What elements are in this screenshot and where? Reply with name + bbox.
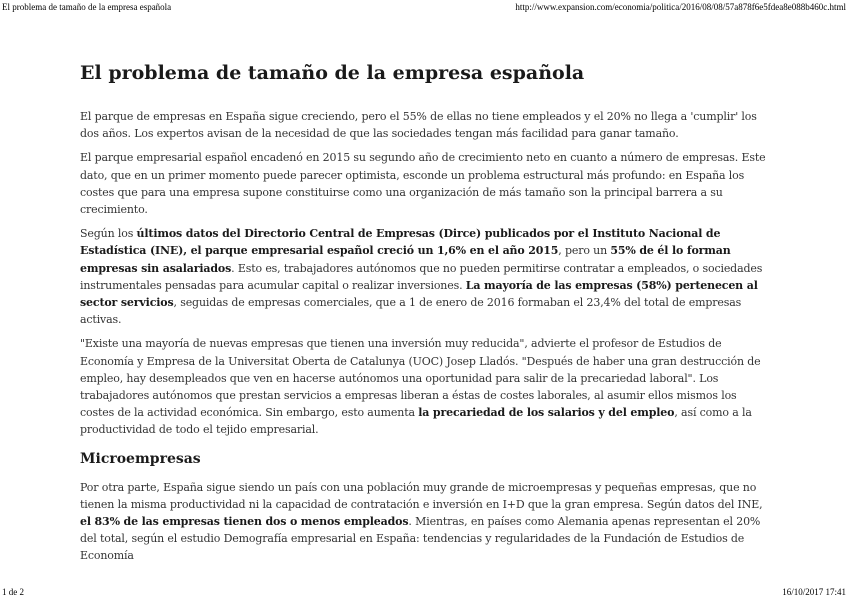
text-run: , pero un <box>558 244 611 258</box>
text-run: . Mientras, en países como Alemania apenas representan el 20% del total, según el estudio Demografía empresarial en España: tendencias y regularidades de la Fundación de Estudios de Economía <box>80 515 761 563</box>
text-run: Por otra parte, España sigue siendo un país con una población muy grande de microempresas y pequeñas empresas, que no tienen la misma productividad ni la capacidad de contratación e inversión en I+D que la gran empresa. Según datos del INE, <box>80 480 763 511</box>
paragraph-4 <box>80 335 768 438</box>
print-header-url[interactable]: http://www.expansion.com/economia/politica/2016/08/08/57a878f6e5fdea8e088b460c.html <box>515 2 846 12</box>
print-footer <box>0 587 848 599</box>
page-number: 1 de 2 <box>2 587 24 597</box>
text-run: "Existe una mayoría de nuevas empresas que tienen una inversión muy reducida", advierte el profesor de Estudios de Economía y Empresa de la Universitat Oberta de Catalunya (UOC) Josep Lladós. "Después de haber una gran destrucción de empleo, hay desempleados que ven en hacerse autónomos una oportunidad para salir de la precariedad laboral". Los trabajadores autónomos que prestan servicios a empresas liberan a éstas de costes laborales, al asumir ellos mismos los costes de la actividad económica. Sin embargo, esto aumenta <box>80 337 761 420</box>
bold-text: últimos datos del Directorio Central de Empresas (Dirce) publicados por el Instituto Nacional de Estadística (INE), el parque empresarial español creció un 1,6% en el año 2015 <box>80 227 721 258</box>
print-timestamp: 16/10/2017 17:41 <box>782 587 846 597</box>
bold-text: La mayoría de las empresas (58%) pertenecen al sector servicios <box>80 278 758 310</box>
text-run: . Esto es, trabajadores autónomos que no pueden permitirse contratar a empleados, o sociedades instrumentales pensadas para acumular capital o realizar inversiones. <box>80 261 763 292</box>
text-run: Según los <box>80 227 137 241</box>
article-title: El problema de tamaño de la empresa española <box>80 62 585 84</box>
print-header-title: El problema de tamaño de la empresa española <box>2 2 172 12</box>
bold-text: la precariedad de los salarios y del empleo <box>418 406 675 420</box>
article-lead: El parque de empresas en España sigue creciendo, pero el 55% de ellas no tiene empleados y el 20% no llega a 'cumplir' los dos años. Los expertos avisan de la necesidad de que las sociedades tengan más facilidad para ganar tamaño. <box>80 110 757 141</box>
article <box>80 58 768 574</box>
paragraph-2: El parque empresarial español encadenó en 2015 su segundo año de crecimiento neto en cuanto a número de empresas. Este dato, que en un primer momento puede parecer optimista, esconde un problema estructural más profundo: en España los costes que para una empresa supone constituirse como una organización de más tamaño son la principal barrera a su crecimiento. <box>80 151 766 217</box>
section-heading: Microempresas <box>80 450 201 467</box>
text-run: , así como a la productividad de todo el tejido empresarial. <box>80 406 752 437</box>
paragraph-3 <box>80 225 768 328</box>
bold-text: el 83% de las empresas tienen dos o menos empleados <box>80 515 409 529</box>
print-header <box>0 0 848 14</box>
paragraph-5 <box>80 479 768 565</box>
bold-text: 55% de él lo forman empresas sin asalariados <box>80 244 731 275</box>
text-run: , seguidas de empresas comerciales, que a 1 de enero de 2016 formaban el 23,4% del total de empresas activas. <box>80 296 742 327</box>
